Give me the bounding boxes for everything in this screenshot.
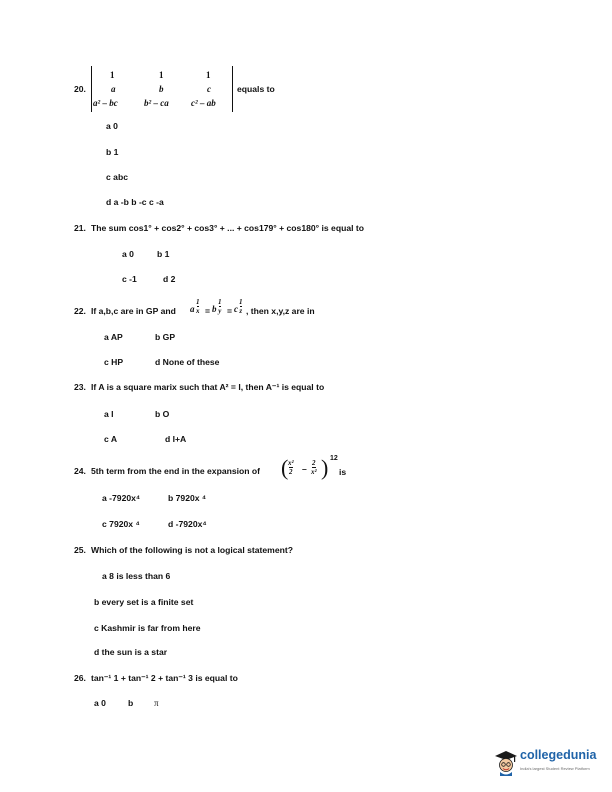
q24-option-a: a -7920x⁴ [102, 493, 141, 503]
q26-option-b: b [128, 698, 134, 708]
graduate-mascot-icon [494, 748, 518, 776]
right-paren: ) [321, 455, 329, 480]
q22-option-a: a AP [104, 332, 123, 342]
q22-exp-b: 1 y [218, 298, 222, 315]
q21-text: The sum cos1° + cos2° + cos3° + ... + cos179° + cos180° is equal to [91, 223, 364, 233]
q20-determinant [91, 66, 233, 112]
q24-term1: x² 2 [288, 459, 294, 476]
q23-option-a: a I [104, 409, 114, 419]
q25-option-d: d the sun is a star [94, 647, 168, 657]
q26-option-a: a 0 [94, 698, 106, 708]
q23-option-d: d I+A [165, 434, 187, 444]
q25-number: 25. [74, 545, 86, 555]
q24-power: 12 [330, 455, 338, 462]
q26-number: 26. [74, 673, 86, 683]
q24-post: is [339, 467, 347, 477]
q22-pre: If a,b,c are in GP and [91, 306, 176, 316]
q20-option-c: c abc [106, 172, 128, 182]
q24-term2: 2 x² [311, 459, 317, 476]
q22-post: , then x,y,z are in [246, 306, 315, 316]
q20-option-a: a 0 [106, 121, 118, 131]
q24-pre: 5th term from the end in the expansion of [91, 466, 261, 476]
q20-number: 20. [74, 84, 86, 94]
collegedunia-logo [494, 746, 602, 780]
q24-option-b: b 7920x ⁴ [168, 493, 207, 503]
q25-option-a: a 8 is less than 6 [102, 571, 171, 581]
q23-option-b: b O [155, 409, 170, 419]
q24-option-d: d -7920x⁴ [168, 519, 207, 529]
q25-text: Which of the following is not a logical statement? [91, 545, 293, 555]
det-r1c2: 1 [159, 70, 164, 80]
q25-option-c: c Kashmir is far from here [94, 623, 201, 633]
q22-option-c: c HP [104, 357, 124, 367]
det-r3c2: b² – ca [144, 98, 169, 108]
q25-option-b: b every set is a finite set [94, 597, 194, 607]
det-r1c1: 1 [110, 70, 115, 80]
det-r3c3: c² – ab [191, 98, 216, 108]
det-r2c3: c [207, 84, 211, 94]
logo-wordmark: collegedunia [520, 748, 597, 762]
q20-option-b: b 1 [106, 147, 119, 157]
q24-number: 24. [74, 466, 86, 476]
q23-option-c: c A [104, 434, 118, 444]
left-paren: ( [281, 455, 289, 480]
q21-option-b: b 1 [157, 249, 170, 259]
q21-option-d: d 2 [163, 274, 176, 284]
q23-number: 23. [74, 382, 86, 392]
q22-number: 22. [74, 306, 86, 316]
logo-tagline: India's largest Student Review Platform [520, 766, 590, 771]
det-r2c1: a [111, 84, 116, 94]
q24-minus: – [302, 464, 307, 474]
q22-base-b: b [212, 304, 217, 314]
q22-option-d: d None of these [155, 357, 220, 367]
q22-option-b: b GP [155, 332, 176, 342]
q20-suffix: equals to [237, 84, 275, 94]
q26-option-b-value: π [154, 698, 159, 708]
q24-option-c: c 7920x ⁴ [102, 519, 140, 529]
q22-base-a: a [190, 304, 195, 314]
det-r3c1: a² – bc [93, 98, 118, 108]
q21-number: 21. [74, 223, 86, 233]
det-r2c2: b [159, 84, 164, 94]
q21-option-c: c -1 [122, 274, 137, 284]
q23-text: If A is a square marix such that A² = I, then A⁻¹ is equal to [91, 382, 325, 392]
q21-option-a: a 0 [122, 249, 134, 259]
q22-exp-a: 1 x [196, 298, 200, 315]
q26-text: tan⁻¹ 1 + tan⁻¹ 2 + tan⁻¹ 3 is equal to [91, 673, 238, 683]
q20-option-d: d a -b b -c c -a [106, 197, 164, 207]
det-r1c3: 1 [206, 70, 211, 80]
q22-base-c: c [234, 304, 238, 314]
q22-exp-c: 1 z [239, 298, 243, 315]
